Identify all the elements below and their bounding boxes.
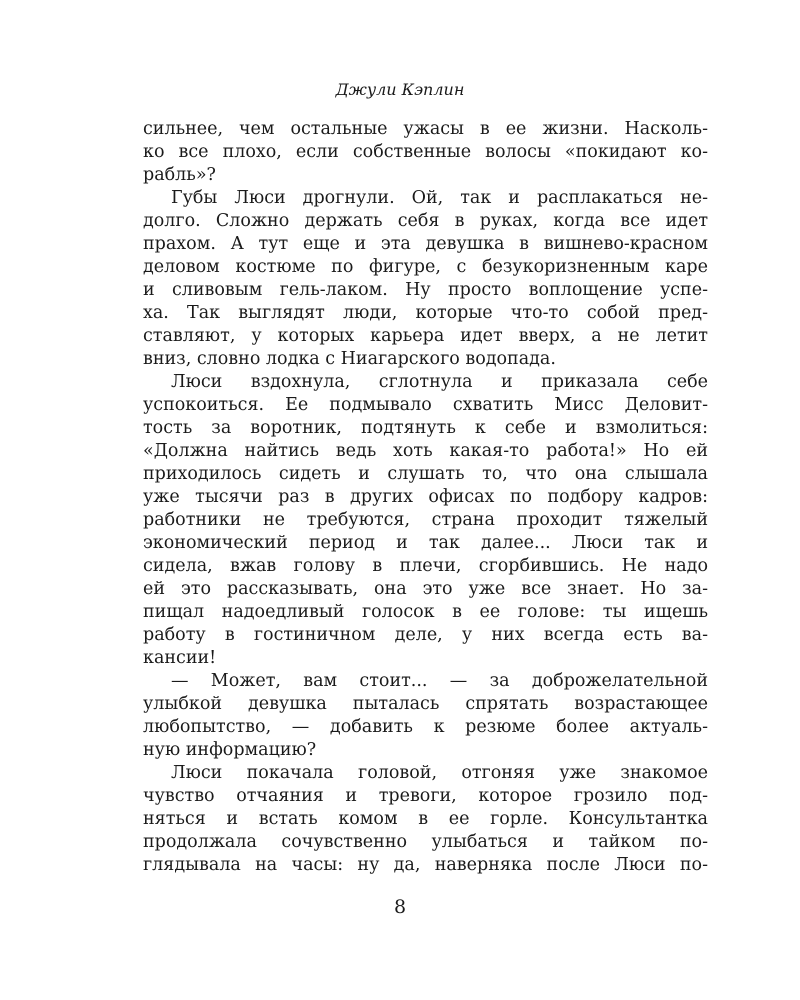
text-line: «Должна найтись ведь хоть какая-то работа!» Но ей (143, 441, 708, 461)
text-line: — Может, вам стоит... — за доброжелательной (171, 671, 708, 691)
body-text (143, 118, 708, 877)
text-line: вниз, словно лодка с Ниагарского водопада. (143, 349, 556, 369)
text-line: деловом костюме по фигуре, с безукоризненным каре (143, 257, 708, 277)
text-line: ную информацию? (143, 740, 317, 760)
text-line: любопытство, — добавить к резюме более актуаль- (143, 717, 708, 737)
text-line: ставляют, у которых карьера идет вверх, а не летит (143, 326, 708, 346)
text-line: улыбкой девушка пыталась спрятать возрастающее (143, 694, 708, 714)
text-line: кансии! (143, 648, 217, 668)
text-line: экономический период и так далее... Люси так и (143, 533, 708, 553)
text-line: сильнее, чем остальные ужасы в ее жизни. Насколь- (143, 119, 708, 139)
text-line: ха. Так выглядят люди, которые что-то собой пред- (143, 303, 708, 323)
text-line: няться и встать комом в ее горле. Консультантка (143, 809, 708, 829)
text-line: прахом. А тут еще и эта девушка в вишнево-красном (143, 234, 708, 254)
text-line: успокоиться. Ее подмывало схватить Мисс Деловит- (143, 395, 708, 415)
text-line: пищал надоедливый голосок в ее голове: ты ищешь (143, 602, 708, 622)
running-header-author: Джули Кэплин (335, 80, 465, 99)
text-line: чувство отчаяния и тревоги, которое грозило под- (143, 786, 708, 806)
text-line: ей это рассказывать, она это уже все знает. Но за- (143, 579, 708, 599)
text-line: работники не требуются, страна проходит тяжелый (143, 510, 708, 530)
text-line: тость за воротник, подтянуть к себе и взмолиться: (143, 418, 708, 438)
text-line: Губы Люси дрогнули. Ой, так и расплакаться не- (171, 188, 708, 208)
text-line: продолжала сочувственно улыбаться и тайком по- (143, 832, 708, 852)
text-line: работу в гостиничном деле, у них всегда есть ва- (143, 625, 708, 645)
text-line: и сливовым гель-лаком. Ну просто воплощение успе- (143, 280, 708, 300)
text-line: Люси вздохнула, сглотнула и приказала себе (171, 372, 708, 392)
text-line: сидела, вжав голову в плечи, сгорбившись. Не надо (143, 556, 708, 576)
text-line: приходилось сидеть и слушать то, что она слышала (143, 464, 708, 484)
text-line: уже тысячи раз в других офисах по подбору кадров: (143, 487, 708, 507)
text-line: Люси покачала головой, отгоняя уже знакомое (171, 763, 708, 783)
text-line: ко все плохо, если собственные волосы «покидают ко- (143, 142, 708, 162)
text-line: долго. Сложно держать себя в руках, когда все идет (143, 211, 708, 231)
page-number: 8 (393, 896, 407, 918)
text-line: глядывала на часы: ну да, наверняка после Люси по- (143, 855, 708, 875)
text-line: рабль»? (143, 165, 216, 185)
